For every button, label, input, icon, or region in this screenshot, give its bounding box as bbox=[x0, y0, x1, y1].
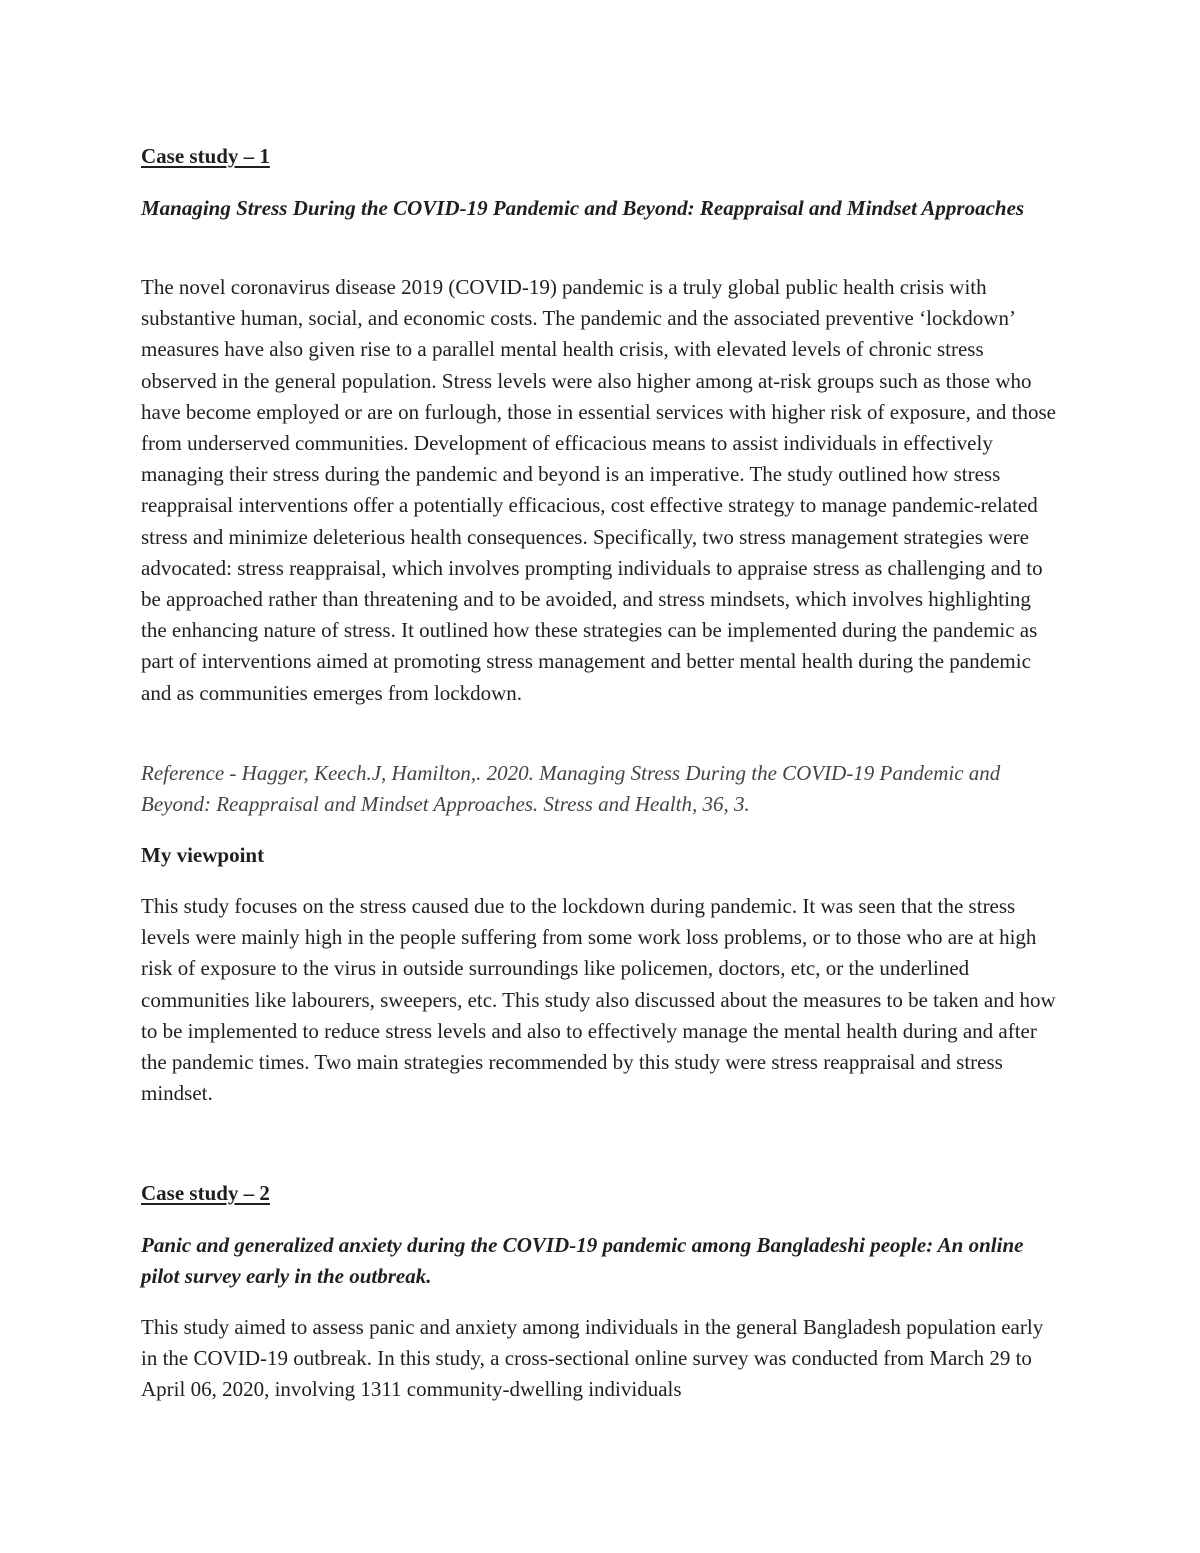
case-study-1-heading: Case study – 1 bbox=[141, 144, 270, 168]
case-study-1-reference: Reference - Hagger, Keech.J, Hamilton,. 2020. Managing Stress During the COVID-19 Pandemic and Beyond: Reappraisal and Mindset Approaches. Stress and Health, 36, 3. bbox=[141, 761, 1001, 816]
viewpoint-heading: My viewpoint bbox=[141, 843, 265, 867]
case-study-2-title: Panic and generalized anxiety during the COVID-19 pandemic among Bangladeshi people: An online pilot survey early in the outbreak. bbox=[141, 1233, 1024, 1288]
case-study-2-summary: This study aimed to assess panic and anxiety among individuals in the general Bangladesh population early in the COVID-19 outbreak. In this study, a cross-sectional online survey was conducted from March 29 to April 06, 2020, involving 1311 community-dwelling individuals bbox=[141, 1315, 1044, 1402]
viewpoint-body: This study focuses on the stress caused due to the lockdown during pandemic. It was seen that the stress levels were mainly high in the people suffering from some work loss problems, or to those who are at high risk of exposure to the virus in outside surroundings like policemen, doctors, etc, or the underlined communities like labourers, sweepers, etc. This study also discussed about the measures to be taken and how to be implemented to reduce stress levels and also to effectively manage the mental health during and after the pandemic times. Two main strategies recommended by this study were stress reappraisal and stress mindset. bbox=[141, 894, 1056, 1106]
case-study-1-summary: The novel coronavirus disease 2019 (COVID-19) pandemic is a truly global public health crisis with substantive human, social, and economic costs. The pandemic and the associated preventive ‘lockdown’ measures have also given rise to a parallel mental health crisis, with elevated levels of chronic stress observed in the general population. Stress levels were also higher among at-risk groups such as those who have become employed or are on furlough, those in essential services with higher risk of exposure, and those from underserved communities. Development of efficacious means to assist individuals in effectively managing their stress during the pandemic and beyond is an imperative. The study outlined how stress reappraisal interventions offer a potentially efficacious, cost effective strategy to manage pandemic-related stress and minimize deleterious health consequences. Specifically, two stress management strategies were advocated: stress reappraisal, which involves prompting individuals to appraise stress as challenging and to be approached rather than threatening and to be avoided, and stress mindsets, which involves highlighting the enhancing nature of stress. It outlined how these strategies can be implemented during the pandemic as part of interventions aimed at promoting stress management and better mental health during the pandemic and as communities emerges from lockdown. bbox=[141, 275, 1056, 705]
case-study-2-heading: Case study – 2 bbox=[141, 1181, 270, 1205]
case-study-1-title: Managing Stress During the COVID-19 Pandemic and Beyond: Reappraisal and Mindset Approaches bbox=[141, 196, 1025, 220]
